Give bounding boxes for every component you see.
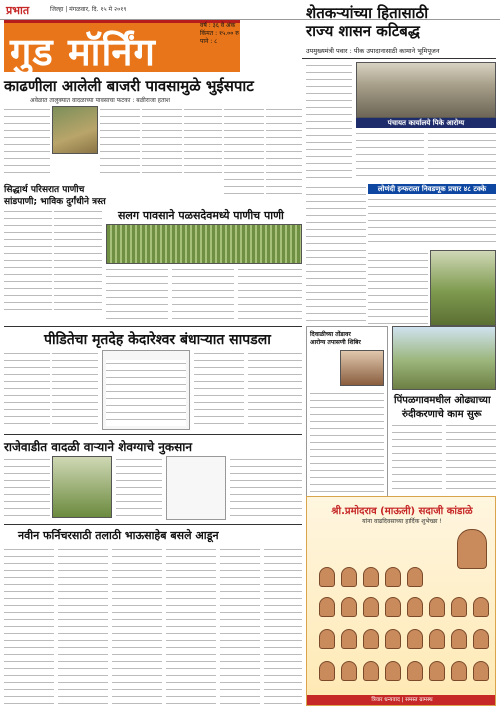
pimpalgaon-headline-2: रुंदीकरणाचे काम सुरू	[402, 409, 482, 420]
section-banner: लोणंदी इन्फराला निवडणूक प्रचार ४८ टक्के	[368, 184, 496, 194]
photo-caption-banner: पंचायत कार्यालये पिके आरोग्य	[356, 118, 496, 128]
story-column	[4, 106, 50, 178]
lead-headline-2: राज्य शासन कटिबद्ध	[306, 22, 420, 40]
story-column	[184, 106, 222, 178]
lead-subline: उपमुख्यमंत्री पवार : पीक उपादानासाठी कामाने भूमिपूजन	[306, 47, 440, 55]
story-column	[112, 546, 162, 704]
portrait-image	[363, 629, 379, 649]
dateline: जिल्हा | मंगळवार, दि. १५ मे २०१९	[50, 6, 127, 13]
top-story-subheadline: अवेळात तालुक्यात वादळाच्या पावसाचा फटका : बळीराजा हताश	[30, 97, 171, 104]
portrait-image	[407, 567, 423, 587]
portrait-image	[407, 661, 423, 681]
story-column	[446, 422, 496, 494]
portrait-image	[385, 567, 401, 587]
victim-headline: पीडितेचा मृतदेह केदारेश्वर बंधाऱ्यात सापडला	[44, 332, 271, 348]
story-column	[194, 350, 244, 430]
story-column	[306, 184, 366, 324]
story-column	[368, 196, 496, 246]
divider	[4, 524, 302, 525]
portrait-image	[473, 629, 489, 649]
pimpalgaon-headline-1: पिंपळगावमधील ओढ्याच्या	[394, 395, 491, 406]
portrait-image	[319, 629, 335, 649]
divider	[302, 58, 496, 59]
story-column	[172, 266, 234, 322]
story-column	[266, 106, 302, 194]
story-column	[238, 266, 302, 322]
lead-headline-1: शेतकऱ्यांच्या हितासाठी	[306, 4, 429, 22]
portrait-image	[341, 661, 357, 681]
story-column	[392, 422, 442, 494]
portrait-image	[341, 567, 357, 587]
story-column	[248, 350, 302, 430]
portrait-image	[429, 661, 445, 681]
brand-name: प्रभात	[6, 4, 30, 17]
flood-photo	[106, 224, 302, 264]
story-column	[368, 250, 428, 326]
portrait-image	[385, 597, 401, 617]
portrait-image	[341, 629, 357, 649]
portrait-image	[451, 629, 467, 649]
sidebar-subheadline: आरोग्य तपासणी शिबिर	[310, 339, 361, 346]
river-photo	[392, 326, 496, 390]
sidebar-headline: दिवाळीच्या तोंडावर	[310, 331, 351, 338]
advert-title: श्री.प्रमोदराव (माऊली) सदाजी कांडाळे	[331, 506, 473, 517]
meta-line: पाने : ८	[200, 38, 218, 45]
portrait-image	[385, 629, 401, 649]
portrait-image	[319, 661, 335, 681]
portrait-image	[451, 597, 467, 617]
portrait-image	[319, 597, 335, 617]
story-column	[230, 456, 302, 520]
divider	[4, 434, 302, 435]
portrait-image	[363, 597, 379, 617]
portrait-image	[451, 661, 467, 681]
portrait-image	[385, 661, 401, 681]
story-column	[106, 266, 168, 322]
story-column	[4, 208, 52, 316]
masthead-meta	[200, 22, 300, 46]
story-column	[100, 106, 140, 178]
quote-box	[166, 456, 226, 520]
story-column	[166, 546, 216, 704]
portrait-image	[457, 529, 487, 569]
middle-headline: सलग पावसाने पळसदेवमध्ये पाणीच पाणी	[118, 209, 284, 222]
story-column	[4, 350, 50, 430]
story-column	[220, 546, 260, 704]
story-column	[306, 62, 352, 182]
story-column	[356, 130, 424, 180]
portrait-image	[429, 629, 445, 649]
portrait-image	[363, 661, 379, 681]
portrait-image	[407, 629, 423, 649]
portrait-image	[407, 597, 423, 617]
hospital-headline: सिद्धार्थ परिसरात पाणीच	[4, 185, 85, 195]
portrait-photo	[340, 350, 384, 386]
advert-subtitle: यांना वाढदिवसाच्या हार्दिक शुभेच्छा !	[362, 518, 442, 525]
story-column	[264, 546, 302, 704]
drumstick-photo	[52, 456, 112, 518]
portrait-image	[341, 597, 357, 617]
field-photo	[430, 250, 496, 326]
rajewadi-headline: राजेवाडीत वादळी वाऱ्याने शेवग्याचे नुकसान	[4, 440, 193, 454]
advert-footer: त्रिवार धन्यवाद | समस्त ग्रामस्थ	[307, 695, 496, 705]
story-column	[4, 546, 54, 704]
meta-line: किंमत : १५.०० रु	[200, 30, 239, 37]
meta-line: वर्ष : ३६ वे अंक	[200, 22, 236, 29]
furniture-headline: नवीन फर्निचरसाठी तलाठी भाऊसाहेब बसले आडून	[18, 529, 219, 542]
story-column	[58, 546, 108, 704]
portrait-image	[429, 597, 445, 617]
masthead-title: गुड मॉर्निंग	[10, 30, 156, 74]
story-column	[224, 106, 264, 194]
story-column	[116, 456, 162, 520]
story-column	[142, 106, 182, 178]
crop-photo	[52, 106, 98, 154]
story-column	[54, 208, 102, 316]
portrait-image	[473, 661, 489, 681]
top-story-headline: काढणीला आलेली बाजरी पावसामुळे भुईसपाट	[4, 77, 254, 95]
story-column	[4, 456, 50, 520]
portrait-image	[473, 597, 489, 617]
story-column	[52, 350, 98, 430]
event-photo	[356, 62, 496, 118]
hospital-headline-2: सांडपाणी; भाविक दुर्गंधीने त्रस्त	[4, 197, 106, 207]
portrait-image	[363, 567, 379, 587]
birthday-advert	[306, 496, 496, 706]
portrait-image	[319, 567, 335, 587]
story-column	[428, 130, 496, 180]
story-column	[106, 360, 186, 426]
divider	[4, 326, 302, 327]
